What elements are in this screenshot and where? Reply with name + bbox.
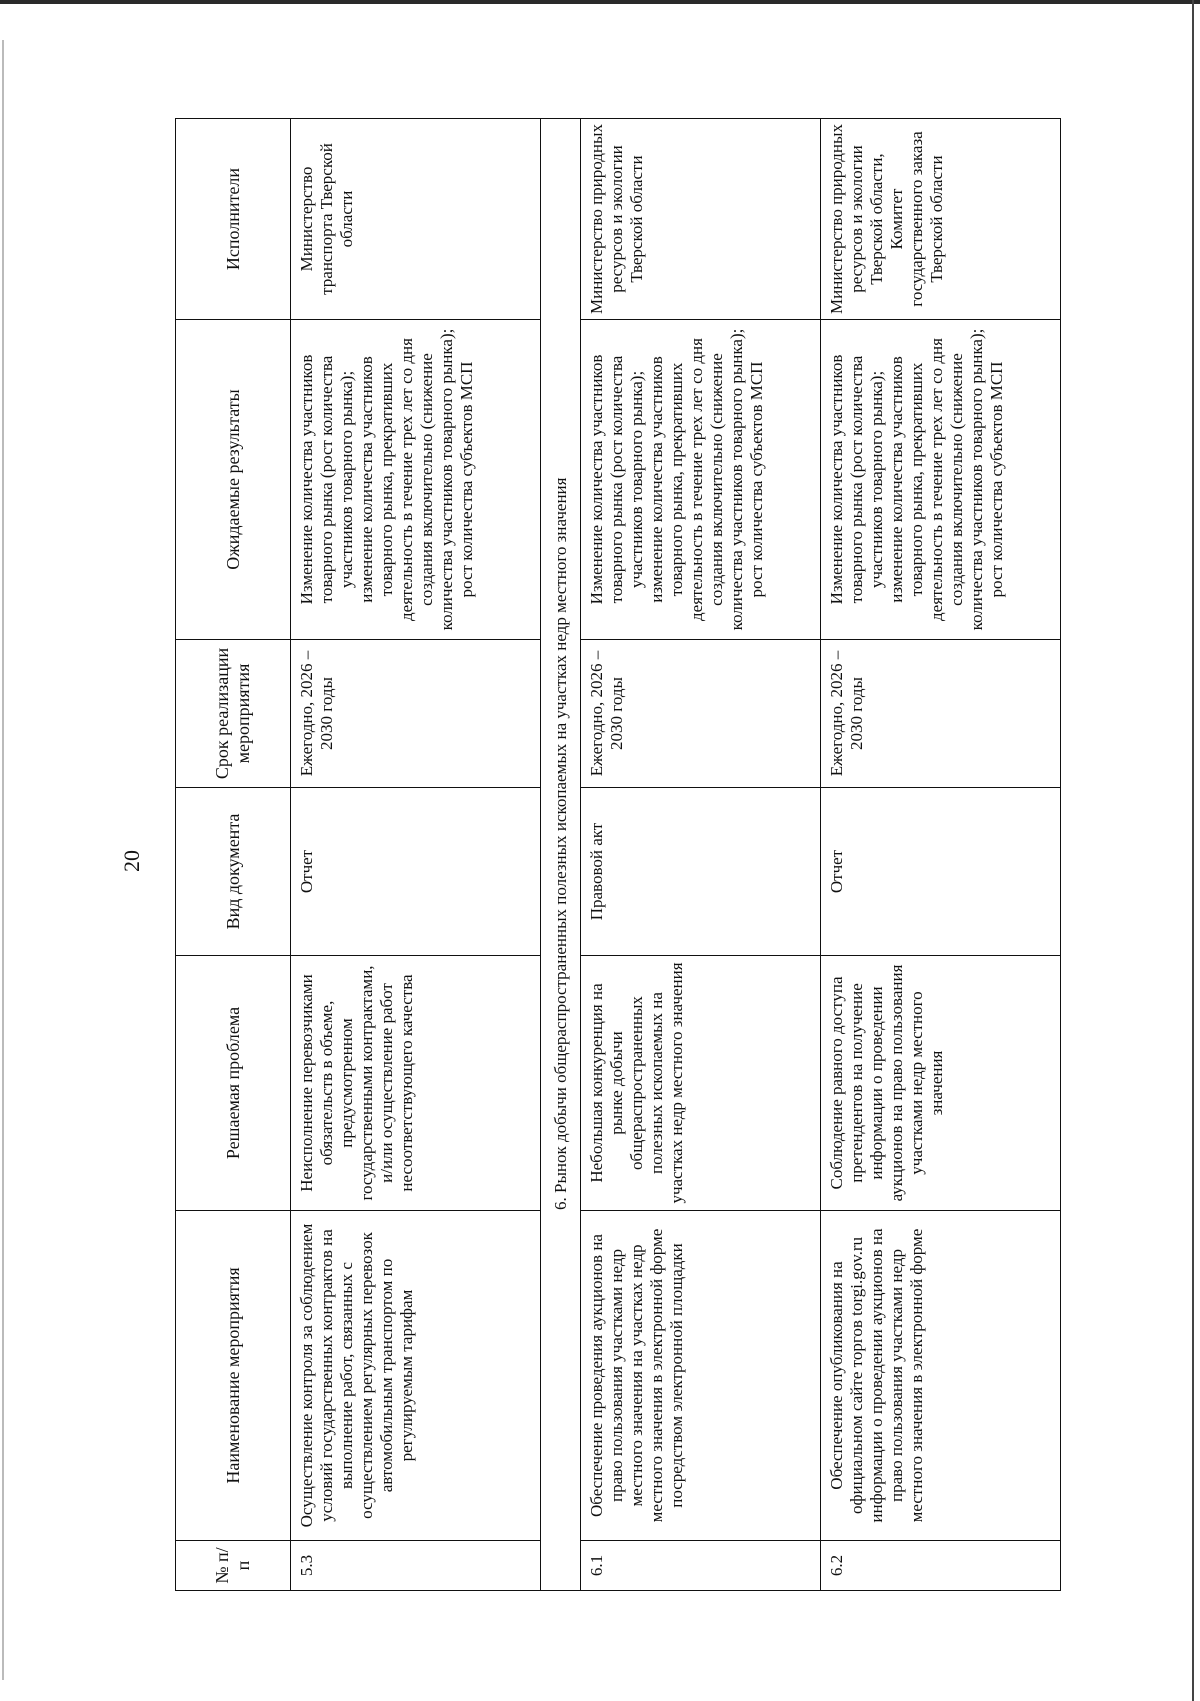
page-number: 20 bbox=[119, 850, 144, 872]
row-term: Ежегодно, 2026 – 2030 годы bbox=[291, 640, 541, 788]
row-doctype: Правовой акт bbox=[581, 788, 821, 956]
header-executors: Исполнители bbox=[176, 119, 291, 320]
row-problem: Небольшая конкуренция на рынке добычи общераспространенных полезных ископаемых на участках недр местного значения bbox=[581, 956, 821, 1211]
row-problem: Неисполнение перевозчиками обязательств в объеме, предусмотренном государственными контрактами, и/или осуществление работ несоответствующего качества bbox=[291, 956, 541, 1211]
table-header-row bbox=[176, 119, 291, 1591]
row-executors: Министерство природных ресурсов и экологии Тверской области bbox=[581, 119, 821, 320]
table-row bbox=[291, 119, 541, 1591]
section-6-title: 6. Рынок добычи общераспространенных полезных ископаемых на участках недр местного значения bbox=[541, 119, 581, 1591]
row-doctype: Отчет bbox=[291, 788, 541, 956]
header-doctype: Вид документа bbox=[176, 788, 291, 956]
row-results: Изменение количества участников товарного рынка (рост количества участников товарного рынка); изменение количества участников товарного рынка, прекративших деятельность в течение трех лет со дня создания включительно (снижение количества участников товарного рынка); рост количества субъектов МСП bbox=[821, 320, 1061, 640]
row-term: Ежегодно, 2026 – 2030 годы bbox=[581, 640, 821, 788]
row-name: Осуществление контроля за соблюдением условий государственных контрактов на выполнение работ, связанных с осуществлением регулярных перевозок автомобильным транспортом по регулируемым тарифам bbox=[291, 1211, 541, 1541]
row-num: 6.1 bbox=[581, 1541, 821, 1591]
row-doctype: Отчет bbox=[821, 788, 1061, 956]
row-name: Обеспечение проведения аукционов на право пользования участками недр местного значения на участках недр местного значения в электронной форме посредством электронной площадки bbox=[581, 1211, 821, 1541]
row-term: Ежегодно, 2026 – 2030 годы bbox=[821, 640, 1061, 788]
scan-edge-left bbox=[2, 40, 4, 1680]
row-problem: Соблюдение равного доступа претендентов на получение информации о проведении аукционов на право пользования участками недр местного значения bbox=[821, 956, 1061, 1211]
header-problem: Решаемая проблема bbox=[176, 956, 291, 1211]
section-heading-row bbox=[541, 119, 581, 1591]
header-num: № п/п bbox=[176, 1541, 291, 1591]
measures-table bbox=[175, 118, 1061, 1591]
row-results: Изменение количества участников товарного рынка (рост количества участников товарного рынка); изменение количества участников товарного рынка, прекративших деятельность в течение трех лет со дня создания включительно (снижение количества участников товарного рынка); рост количества субъектов МСП bbox=[291, 320, 541, 640]
row-num: 5.3 bbox=[291, 1541, 541, 1591]
table-row bbox=[821, 119, 1061, 1591]
header-results: Ожидаемые результаты bbox=[176, 320, 291, 640]
scan-edge-right bbox=[1192, 0, 1194, 1701]
row-num: 6.2 bbox=[821, 1541, 1061, 1591]
row-name: Обеспечение опубликования на официальном сайте торгов torgi.gov.ru информации о проведении аукционов на право пользования участками недр местного значения в электронной форме bbox=[821, 1211, 1061, 1541]
row-executors: Министерство природных ресурсов и экологии Тверской области, Комитет государственного заказа Тверской области bbox=[821, 119, 1061, 320]
row-results: Изменение количества участников товарного рынка (рост количества участников товарного рынка); изменение количества участников товарного рынка, прекративших деятельность в течение трех лет со дня создания включительно (снижение количества участников товарного рынка); рост количества субъектов МСП bbox=[581, 320, 821, 640]
row-executors: Министерство транспорта Тверской области bbox=[291, 119, 541, 320]
rotated-page-content bbox=[175, 119, 1060, 1591]
header-name: Наименование мероприятия bbox=[176, 1211, 291, 1541]
header-term: Срок реализации мероприятия bbox=[176, 640, 291, 788]
scan-edge-top bbox=[0, 0, 1200, 4]
table-row bbox=[581, 119, 821, 1591]
